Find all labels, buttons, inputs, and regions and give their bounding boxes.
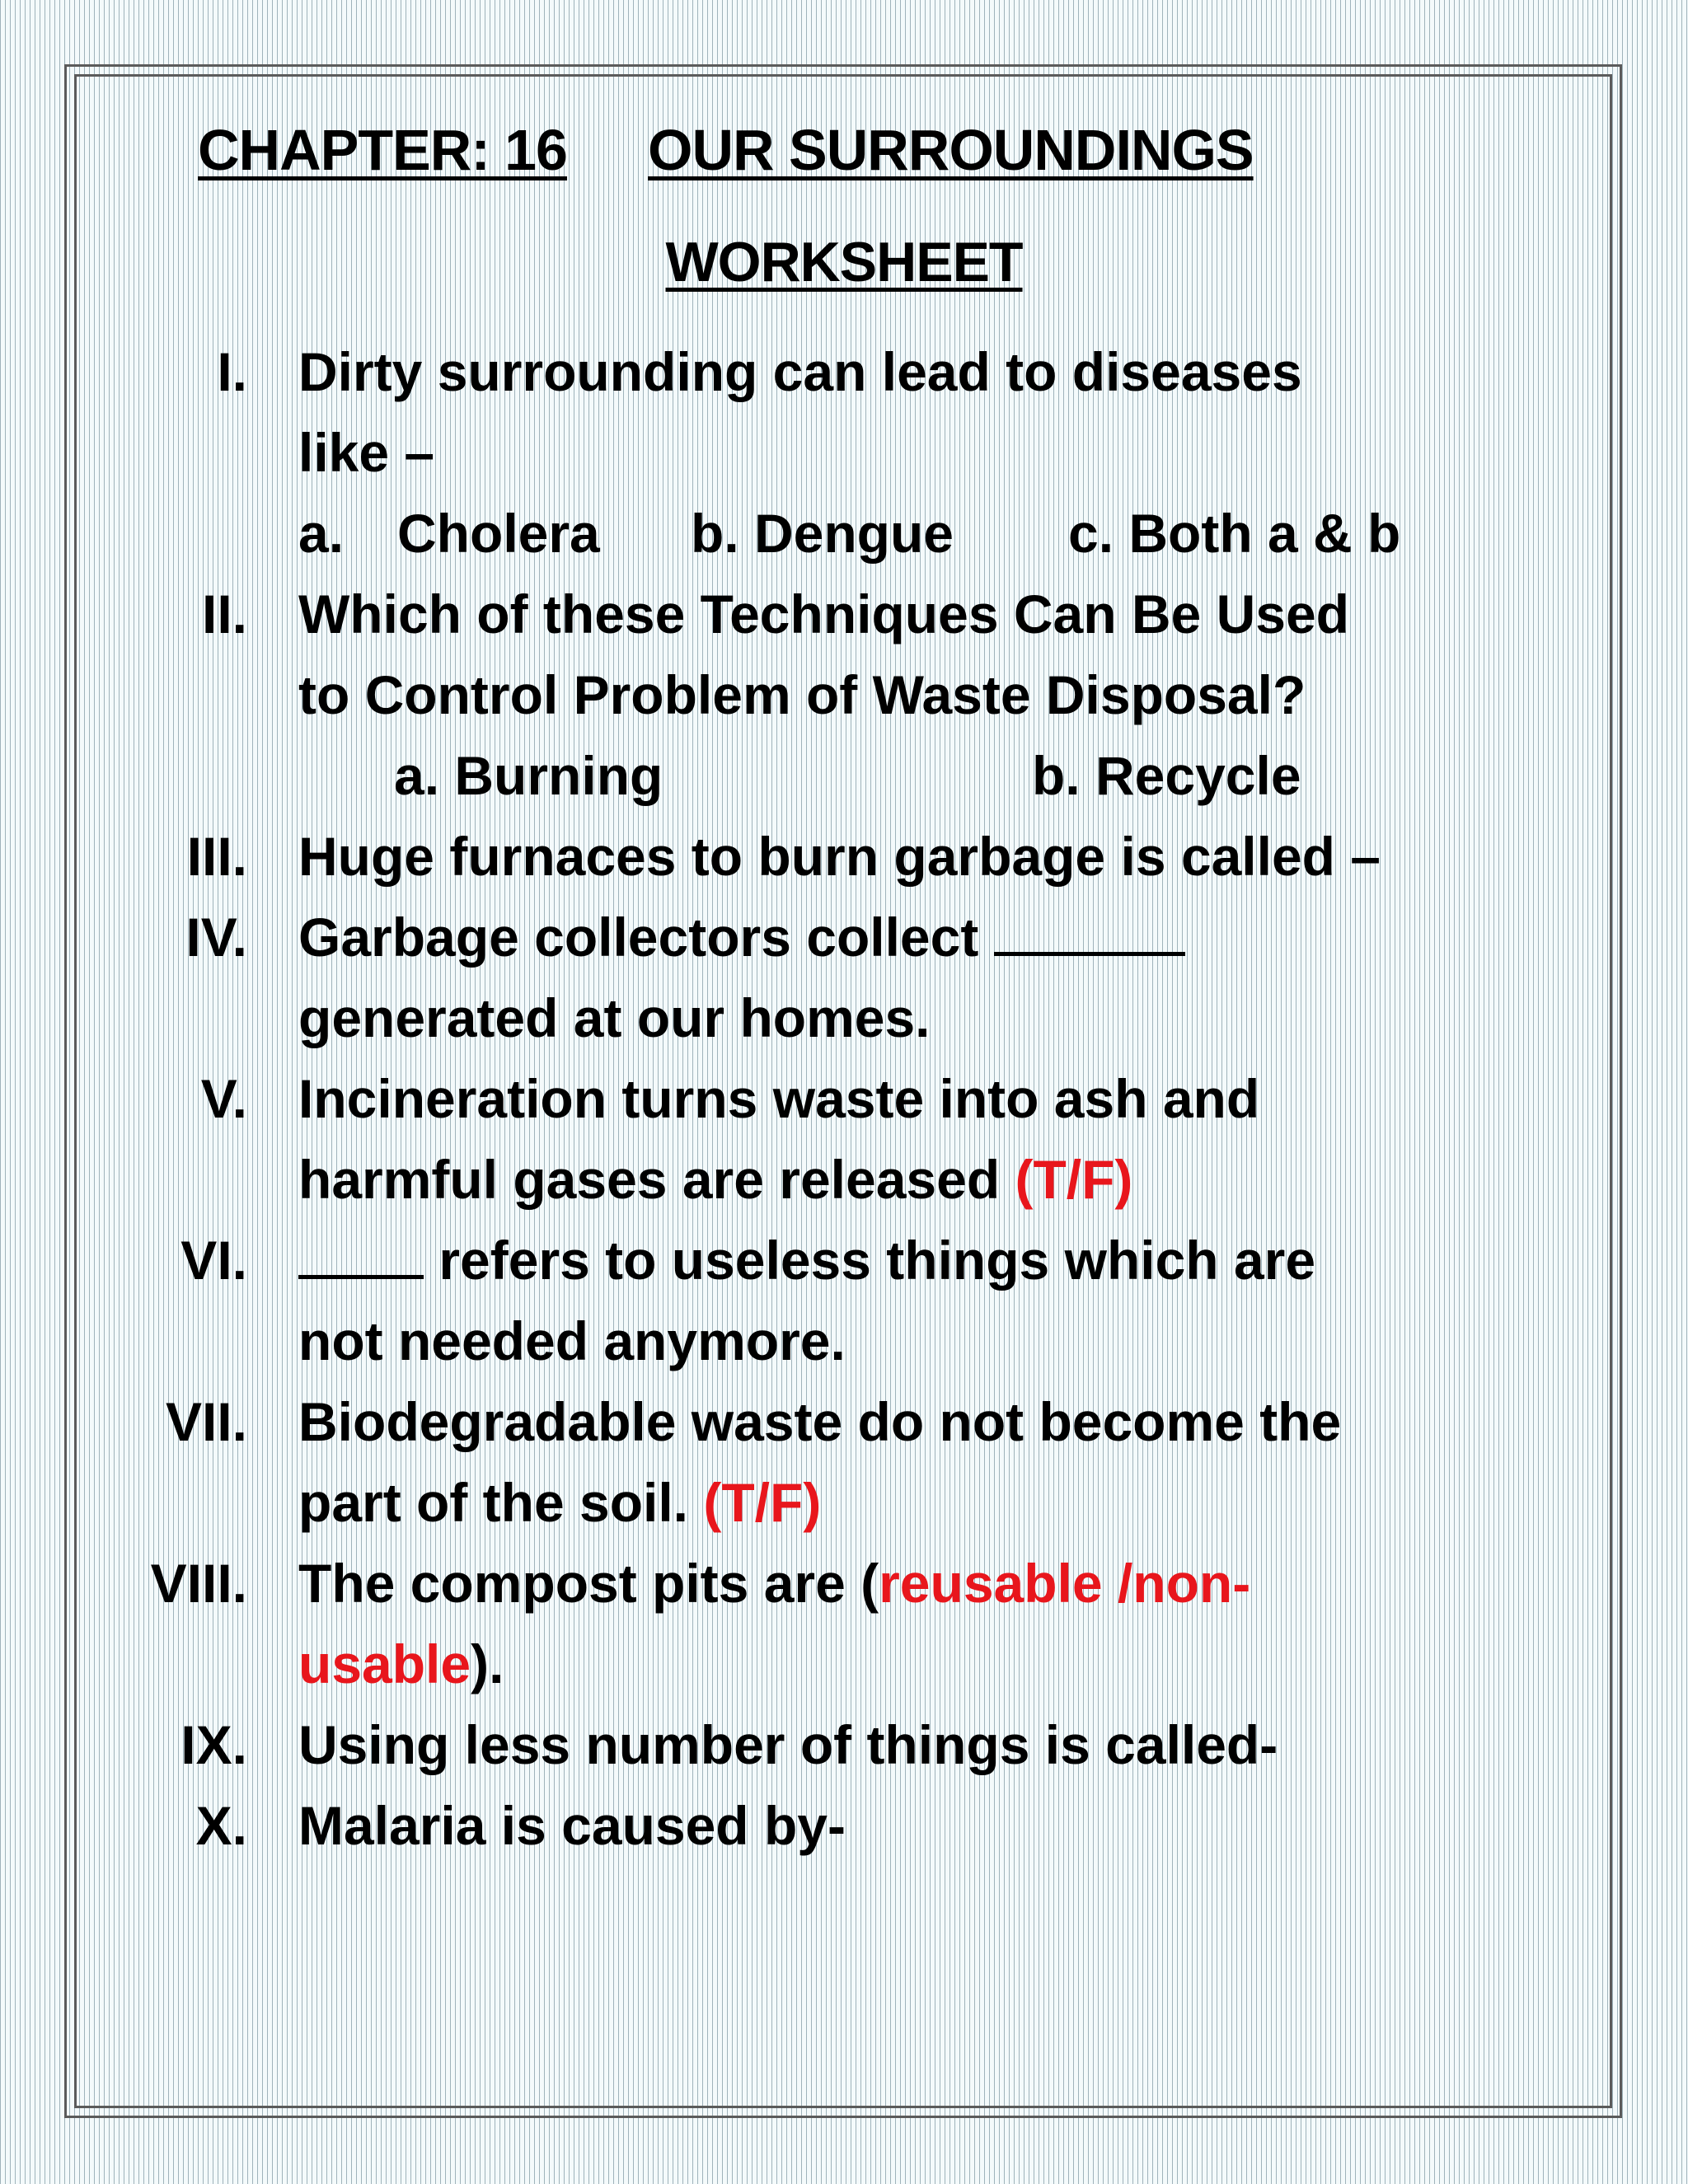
question-number: IV. (185, 907, 247, 968)
chapter-number: CHAPTER: 16 (198, 118, 567, 182)
question-text (298, 1624, 504, 1704)
chapter-title: OUR SURROUNDINGS (648, 118, 1254, 182)
question-number: IX. (181, 1714, 247, 1775)
question-text: Which of these Techniques Can Be Used (298, 583, 1349, 644)
question-number: VIII. (150, 1553, 247, 1614)
option-a: a. Burning (394, 745, 663, 806)
option-label: a. (298, 503, 345, 564)
question-number: I. (217, 341, 247, 402)
question-text-part: ). (471, 1633, 504, 1694)
question-text: Malaria is caused by- (298, 1795, 846, 1856)
choice-options: reusable /non- (879, 1553, 1251, 1614)
question-text: Huge furnaces to burn garbage is called – (298, 826, 1381, 887)
fill-blank (298, 1234, 424, 1279)
question-text (298, 897, 1185, 977)
question-text (298, 1543, 1250, 1624)
choice-options: usable (298, 1633, 471, 1694)
question-text-part: The compost pits are ( (298, 1553, 879, 1614)
option-a: Cholera (397, 503, 600, 564)
question-text: Incineration turns waste into ash and (298, 1068, 1260, 1129)
question-number: III. (186, 826, 247, 887)
question-text: like – (298, 422, 435, 483)
question-text: to Control Problem of Waste Disposal? (298, 664, 1306, 725)
question-text (298, 1462, 821, 1543)
fill-blank (994, 911, 1185, 956)
question-number: X. (195, 1795, 247, 1856)
question-text (298, 1139, 1132, 1220)
worksheet-heading: WORKSHEET (665, 231, 1023, 293)
question-text-part: Garbage collectors collect (298, 907, 979, 968)
question-text: generated at our homes. (298, 987, 931, 1048)
question-text: not needed anymore. (298, 1310, 846, 1371)
question-number: VII. (165, 1391, 247, 1452)
question-text-part: harmful gases are released (298, 1149, 1001, 1210)
true-false-marker: (T/F) (1015, 1149, 1133, 1210)
option-b: b. Recycle (1032, 745, 1301, 806)
question-text-part: part of the soil. (298, 1472, 689, 1533)
question-number: V. (200, 1068, 247, 1129)
true-false-marker: (T/F) (703, 1472, 822, 1533)
question-text-part: refers to useless things which are (438, 1230, 1316, 1291)
question-number: II. (201, 583, 247, 644)
option-c: c. Both a & b (1068, 503, 1401, 564)
question-text: Biodegradable waste do not become the (298, 1391, 1342, 1452)
question-text: Using less number of things is called- (298, 1714, 1278, 1775)
question-text: Dirty surrounding can lead to diseases (298, 341, 1302, 402)
option-b: b. Dengue (691, 503, 954, 564)
question-text (298, 1220, 1315, 1301)
question-number: VI. (181, 1230, 247, 1291)
